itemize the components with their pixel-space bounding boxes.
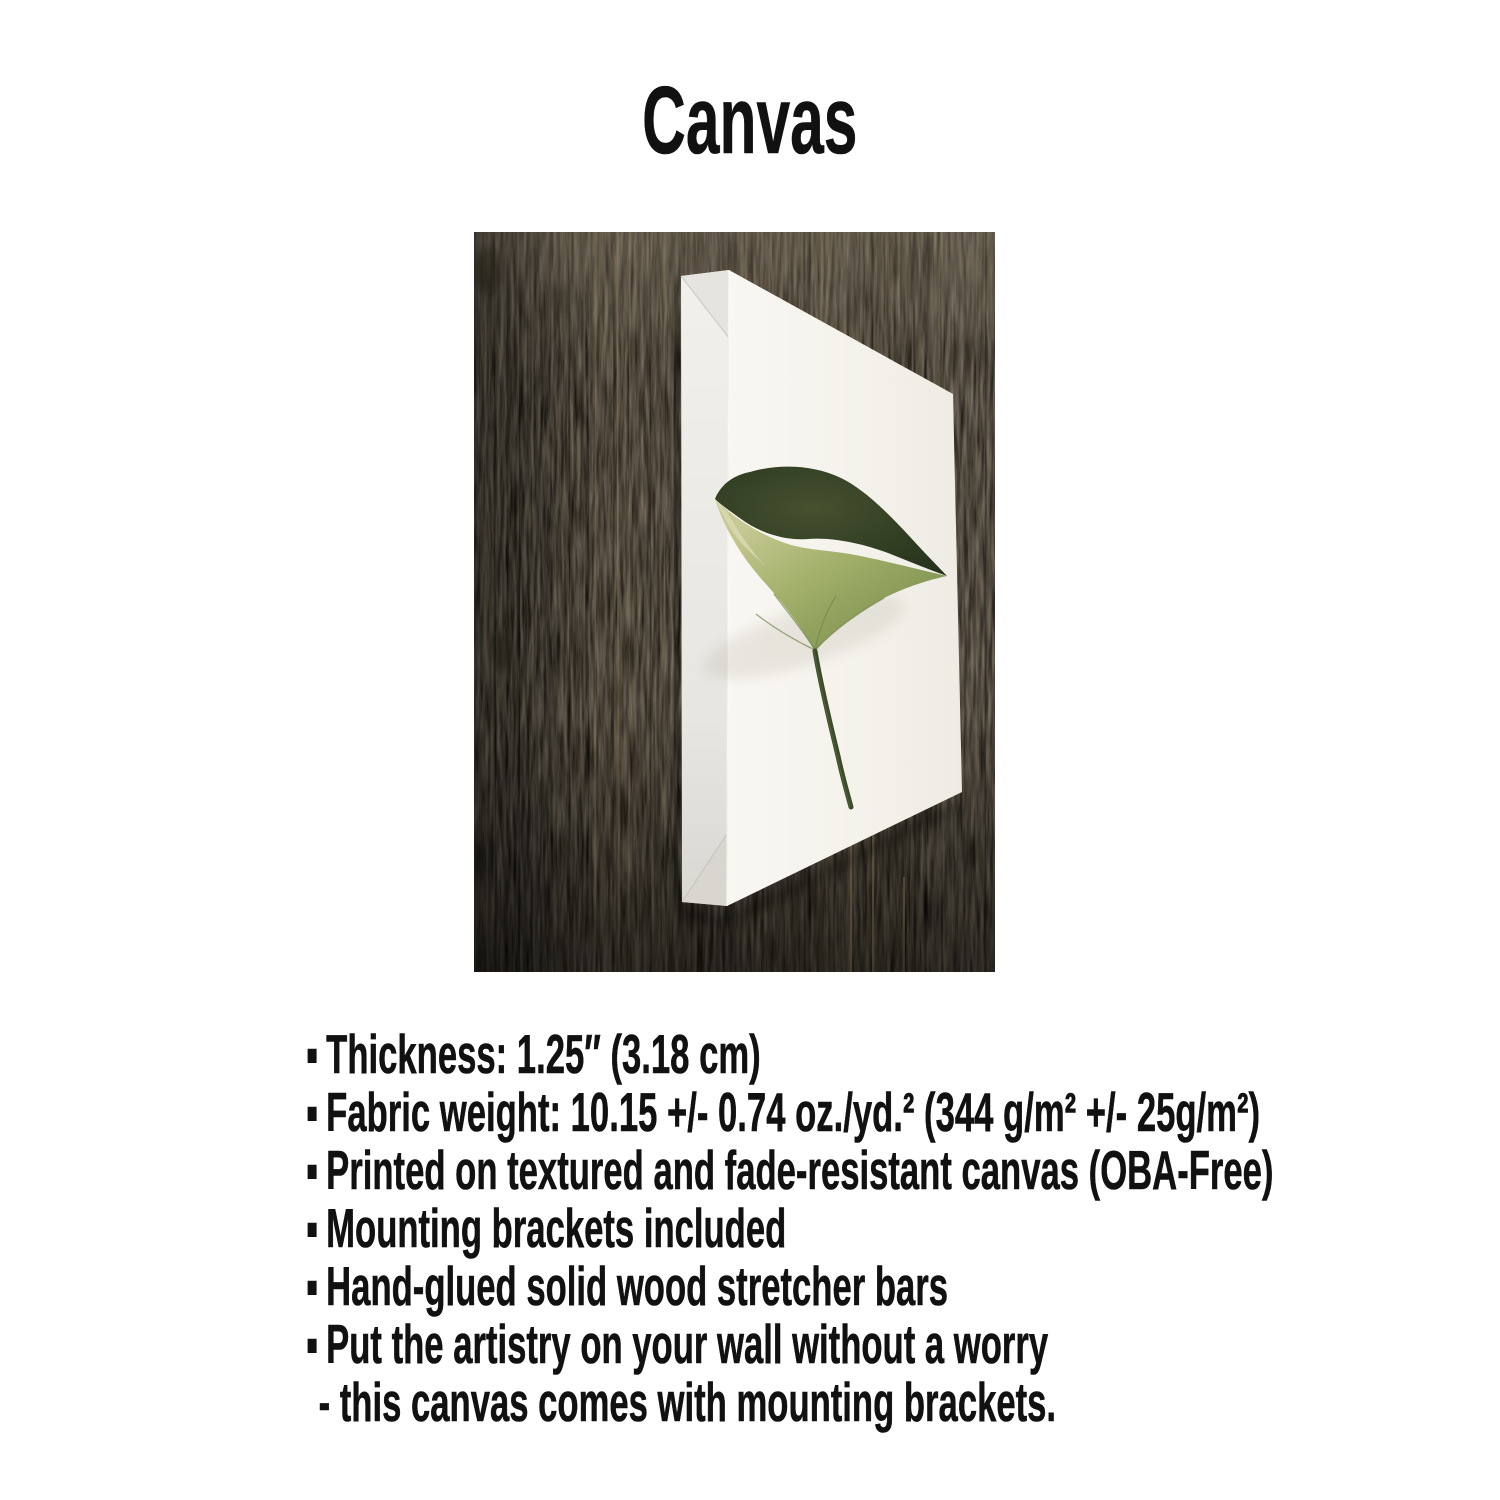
- spec-item-thickness: [306, 1025, 1500, 1083]
- spec-item-stretcher-bars: [306, 1257, 1500, 1315]
- spec-text: Thickness: 1.25″ (3.18 cm): [326, 1023, 761, 1085]
- bullet-marker: ▪: [306, 1197, 319, 1259]
- spec-item-artistry: [306, 1315, 1500, 1373]
- spec-text: Hand-glued solid wood stretcher bars: [326, 1255, 949, 1317]
- product-photo-svg: [474, 232, 995, 972]
- page-title: [0, 67, 1500, 174]
- bullet-marker: ▪: [306, 1023, 319, 1085]
- product-photo: [474, 232, 995, 972]
- spec-item-fabric-weight: [306, 1083, 1500, 1141]
- canvas-side-face: [681, 270, 729, 906]
- spec-item-printed: [306, 1141, 1500, 1199]
- spec-text: Mounting brackets included: [326, 1197, 787, 1259]
- bullet-marker: ▪: [306, 1081, 319, 1143]
- bullet-marker: ▪: [306, 1255, 319, 1317]
- spec-text: Printed on textured and fade-resistant canvas (OBA-Free): [326, 1139, 1274, 1201]
- wood-left-shadow: [474, 232, 564, 972]
- spec-list: [306, 1025, 1500, 1431]
- bullet-marker: ▪: [306, 1313, 319, 1375]
- spec-text: Fabric weight: 10.15 +/- 0.74 oz./yd.² (344 g/m² +/- 25g/m²): [326, 1081, 1261, 1143]
- spec-text: - this canvas comes with mounting brackets.: [318, 1371, 1057, 1433]
- page-title-text: Canvas: [642, 67, 858, 174]
- spec-item-brackets: [306, 1199, 1500, 1257]
- bullet-marker: ▪: [306, 1139, 319, 1201]
- spec-text: Put the artistry on your wall without a worry: [326, 1313, 1049, 1375]
- spec-item-continuation: [306, 1373, 1500, 1431]
